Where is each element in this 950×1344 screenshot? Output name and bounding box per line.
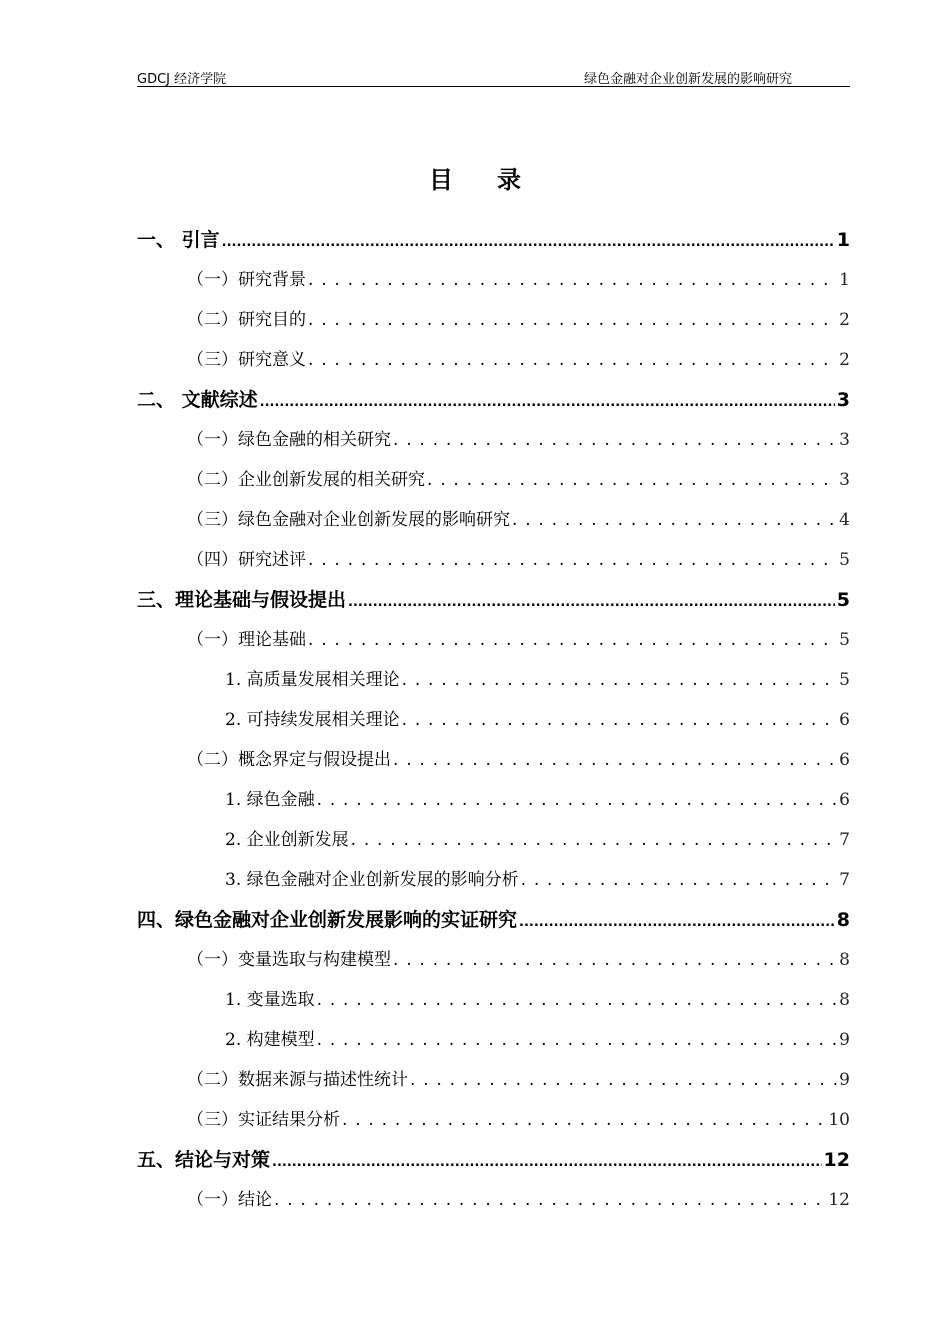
toc-entry[interactable] [137,900,850,940]
toc-entry-label: （三）绿色金融对企业创新发展的影响研究 [187,510,510,530]
toc-leader-dots [308,300,837,340]
toc-leader-dots [308,340,837,380]
toc-leader-dots [260,380,835,423]
page-title: 目录 [429,166,565,194]
toc-entry-label: 一、 引言 [137,229,220,251]
toc-entry-label: （二）概念界定与假设提出 [187,750,391,770]
toc-entry-label: 四、绿色金融对企业创新发展影响的实证研究 [137,909,518,931]
toc-page-number: 2 [839,310,850,330]
header-left-text: GDCJ 经济学院 [137,72,227,87]
toc-entry-label: （四）研究述评 [187,550,306,570]
toc-entry-label: （一）绿色金融的相关研究 [187,430,391,450]
toc-page-number: 12 [823,1149,850,1171]
toc-entry[interactable] [137,580,850,620]
toc-page-number: 9 [839,1030,850,1050]
toc-entry-label: 2. 可持续发展相关理论 [225,710,400,730]
toc-leader-dots [317,980,838,1020]
toc-entry[interactable] [137,780,850,820]
toc-entry[interactable] [137,380,850,420]
toc-leader-dots [274,1180,826,1220]
toc-page-number: 3 [839,430,850,450]
toc-leader-dots [308,540,837,580]
toc-page-number: 8 [836,909,850,931]
toc-leader-dots [410,1060,837,1100]
header-right-text: 绿色金融对企业创新发展的影响研究 [583,72,792,87]
toc-entry-label: 2. 构建模型 [225,1030,315,1050]
toc-leader-dots [393,420,837,460]
toc-entry[interactable] [137,1140,850,1180]
toc-leader-dots [402,660,838,700]
toc-entry-label: （三）实证结果分析 [187,1110,340,1130]
toc-page-number: 5 [839,550,850,570]
toc-leader-dots [402,700,838,740]
toc-entry[interactable] [137,1020,850,1060]
toc-entry[interactable] [137,420,850,460]
toc-entry[interactable] [137,660,850,700]
toc-page-number: 8 [839,990,850,1010]
toc-entry-label: 2. 企业创新发展 [225,830,349,850]
toc-entry[interactable] [137,340,850,380]
toc-page-number: 6 [839,710,850,730]
toc-entry-label: 1. 绿色金融 [225,790,315,810]
toc-entry-label: （二）企业创新发展的相关研究 [187,470,425,490]
toc-entry[interactable] [137,540,850,580]
toc-entry-label: （一）理论基础 [187,630,306,650]
toc-page-number: 3 [839,470,850,490]
toc-entry-label: （二）数据来源与描述性统计 [187,1070,408,1090]
toc-page-number: 1 [839,270,850,290]
toc-entry[interactable] [137,820,850,860]
toc-page-number: 6 [839,790,850,810]
toc-entry[interactable] [137,980,850,1020]
toc-entry[interactable] [137,1180,850,1220]
toc-entry-label: 1. 高质量发展相关理论 [225,670,400,690]
toc-leader-dots [317,780,838,820]
toc-entry[interactable] [137,460,850,500]
toc-leader-dots [308,260,837,300]
table-of-contents [137,220,850,1220]
toc-leader-dots [512,500,837,540]
toc-page-number: 5 [836,589,850,611]
toc-entry[interactable] [137,740,850,780]
toc-entry[interactable] [137,500,850,540]
toc-leader-dots [342,1100,826,1140]
toc-leader-dots [427,460,837,500]
toc-page-number: 2 [839,350,850,370]
toc-entry[interactable] [137,1060,850,1100]
toc-leader-dots [521,860,838,900]
toc-leader-dots [222,220,835,263]
toc-page-number: 7 [839,870,850,890]
toc-leader-dots [393,940,837,980]
toc-entry[interactable] [137,220,850,260]
toc-leader-dots [272,1140,822,1183]
toc-entry[interactable] [137,860,850,900]
toc-entry[interactable] [137,300,850,340]
toc-entry-label: （三）研究意义 [187,350,306,370]
toc-leader-dots [393,740,837,780]
toc-entry-label: （一）变量选取与构建模型 [187,950,391,970]
page-header [137,68,850,87]
toc-leader-dots [317,1020,838,1060]
toc-entry-label: 3. 绿色金融对企业创新发展的影响分析 [225,870,519,890]
toc-leader-dots [308,620,837,660]
toc-entry-label: （二）研究目的 [187,310,306,330]
toc-leader-dots [351,820,838,860]
toc-page-number: 8 [839,950,850,970]
toc-page-number: 4 [839,510,850,530]
toc-page-number: 1 [836,229,850,251]
toc-entry[interactable] [137,940,850,980]
toc-page-number: 5 [839,670,850,690]
toc-entry[interactable] [137,260,850,300]
toc-entry-label: 三、理论基础与假设提出 [137,589,347,611]
toc-page-number: 6 [839,750,850,770]
toc-leader-dots [348,580,835,623]
toc-page-number: 12 [828,1190,850,1210]
toc-entry[interactable] [137,700,850,740]
toc-page-number: 5 [839,630,850,650]
toc-entry[interactable] [137,1100,850,1140]
toc-entry-label: 二、 文献综述 [137,389,258,411]
toc-page-number: 10 [828,1110,850,1130]
toc-leader-dots [519,900,835,943]
toc-entry-label: 1. 变量选取 [225,990,315,1010]
toc-entry-label: （一）研究背景 [187,270,306,290]
toc-entry[interactable] [137,620,850,660]
toc-page-number: 9 [839,1070,850,1090]
toc-entry-label: （一）结论 [187,1190,272,1210]
toc-entry-label: 五、结论与对策 [137,1149,271,1171]
toc-page-number: 3 [836,389,850,411]
toc-page-number: 7 [839,830,850,850]
